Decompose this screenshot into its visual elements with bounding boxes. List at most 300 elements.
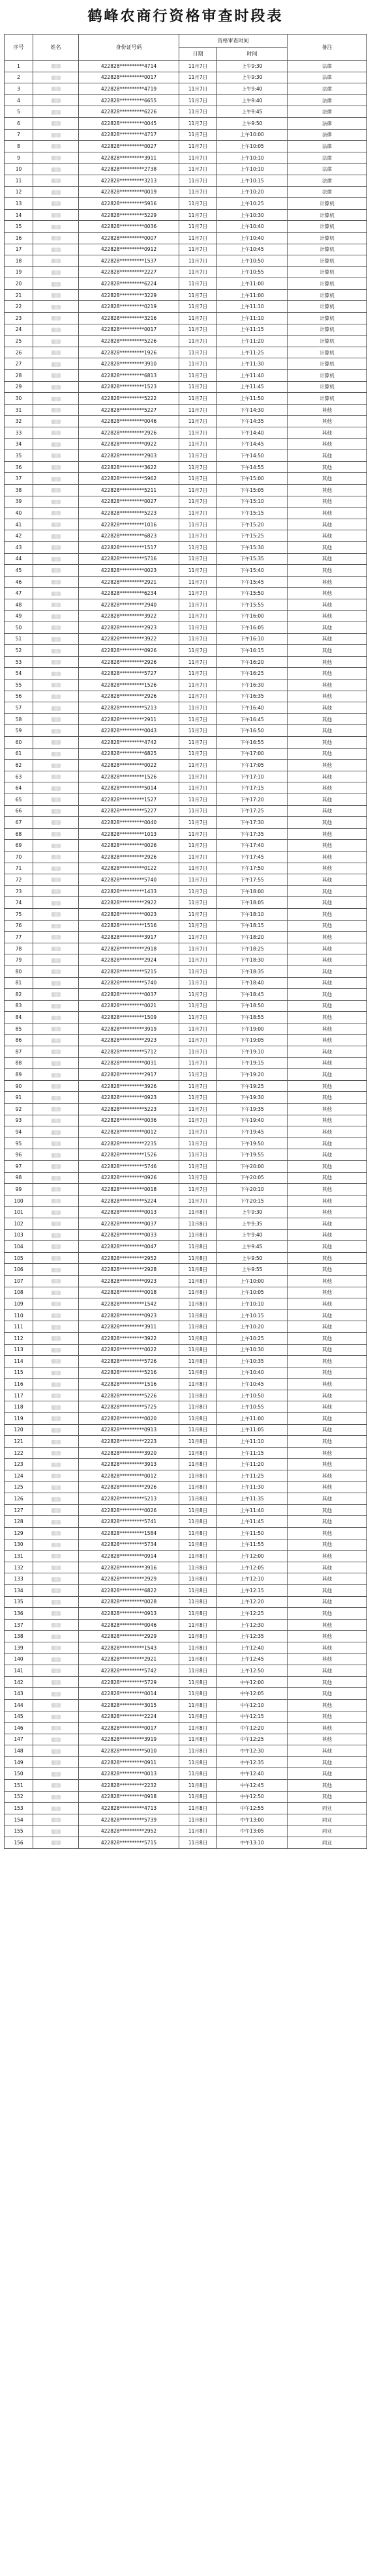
table-row (5, 1057, 367, 1069)
row-note: 其他 (288, 1699, 367, 1711)
row-id: 422828**********1509 (79, 1012, 179, 1023)
table-row (5, 588, 367, 599)
redacted-name-mask (52, 1336, 61, 1341)
row-note: 其他 (288, 668, 367, 680)
row-no: 80 (5, 966, 33, 977)
row-name (33, 313, 79, 324)
row-name (33, 1115, 79, 1126)
redacted-name-mask (52, 1405, 61, 1410)
redacted-name-mask (52, 167, 61, 172)
table-row (5, 186, 367, 198)
table-row (5, 141, 367, 152)
row-no: 79 (5, 954, 33, 966)
table-row (5, 908, 367, 920)
table-row (5, 508, 367, 519)
row-time: 下午18:30 (217, 954, 288, 966)
row-date: 11月8日 (179, 1481, 217, 1493)
row-id: 422828**********0013 (79, 1207, 179, 1218)
table-row (5, 622, 367, 634)
redacted-name-mask (52, 752, 61, 756)
row-no: 141 (5, 1665, 33, 1677)
redacted-name-mask (52, 969, 61, 974)
row-no: 57 (5, 702, 33, 714)
row-date: 11月7日 (179, 289, 217, 301)
row-id: 422828**********5010 (79, 1745, 179, 1757)
table-row (5, 175, 367, 186)
row-date: 11月7日 (179, 713, 217, 725)
row-no: 134 (5, 1584, 33, 1596)
redacted-name-mask (52, 1623, 61, 1627)
redacted-name-mask (52, 764, 61, 768)
table-row (5, 863, 367, 874)
row-date: 11月8日 (179, 1642, 217, 1653)
row-name (33, 175, 79, 186)
redacted-name-mask (52, 786, 61, 791)
row-time: 上午10:15 (217, 1309, 288, 1321)
row-date: 11月8日 (179, 1539, 217, 1551)
table-row (5, 760, 367, 771)
row-id: 422828**********3213 (79, 175, 179, 186)
row-no: 44 (5, 553, 33, 565)
row-time: 下午16:40 (217, 702, 288, 714)
row-id: 422828**********5741 (79, 1516, 179, 1528)
row-id: 422828**********2911 (79, 713, 179, 725)
row-id: 422828**********3913 (79, 1459, 179, 1470)
table-row (5, 645, 367, 657)
redacted-name-mask (52, 924, 61, 928)
row-id: 422828**********5229 (79, 209, 179, 221)
row-id: 422828**********0911 (79, 1756, 179, 1768)
row-name (33, 1756, 79, 1768)
row-note: 计算机 (288, 358, 367, 370)
row-date: 11月7日 (179, 599, 217, 610)
row-time: 下午16:20 (217, 656, 288, 668)
row-name (33, 760, 79, 771)
table-row (5, 1298, 367, 1310)
redacted-name-mask (52, 431, 61, 435)
row-name (33, 1688, 79, 1700)
redacted-name-mask (52, 706, 61, 711)
row-name (33, 164, 79, 175)
row-id: 422828**********4714 (79, 61, 179, 72)
row-time: 上午9:45 (217, 106, 288, 118)
row-id: 422828**********1523 (79, 381, 179, 393)
row-id: 422828**********3622 (79, 461, 179, 473)
row-note: 其他 (288, 932, 367, 943)
row-note: 其他 (288, 954, 367, 966)
row-date: 11月7日 (179, 576, 217, 588)
row-id: 422828**********0022 (79, 760, 179, 771)
row-name (33, 1780, 79, 1792)
row-time: 下午15:35 (217, 553, 288, 565)
row-id: 422828**********5916 (79, 198, 179, 210)
row-time: 上午11:15 (217, 1447, 288, 1459)
row-id: 422828**********1433 (79, 885, 179, 897)
row-name (33, 908, 79, 920)
row-no: 51 (5, 633, 33, 645)
table-row (5, 1229, 367, 1241)
redacted-name-mask (52, 660, 61, 665)
row-name (33, 1803, 79, 1814)
row-no: 29 (5, 381, 33, 393)
row-name (33, 943, 79, 954)
row-note: 其他 (288, 1619, 367, 1631)
row-note: 计算机 (288, 393, 367, 405)
table-row (5, 691, 367, 702)
row-note: 计算机 (288, 266, 367, 278)
redacted-name-mask (52, 225, 61, 229)
redacted-name-mask (52, 889, 61, 894)
row-name (33, 1665, 79, 1677)
row-no: 111 (5, 1321, 33, 1333)
row-name (33, 1069, 79, 1081)
row-time: 上午10:00 (217, 129, 288, 141)
row-time: 上午10:40 (217, 221, 288, 233)
row-name (33, 1608, 79, 1620)
row-no: 112 (5, 1332, 33, 1344)
row-name (33, 244, 79, 255)
row-name (33, 1138, 79, 1149)
redacted-name-mask (52, 1153, 61, 1158)
row-date: 11月7日 (179, 427, 217, 439)
row-note: 其他 (288, 1126, 367, 1138)
row-note: 其他 (288, 541, 367, 553)
row-note: 其他 (288, 1023, 367, 1035)
row-id: 422828**********0023 (79, 565, 179, 577)
row-note: 其他 (288, 553, 367, 565)
row-note: 其他 (288, 1287, 367, 1298)
row-no: 133 (5, 1573, 33, 1585)
row-no: 153 (5, 1803, 33, 1814)
row-note: 其他 (288, 1413, 367, 1425)
row-date: 11月8日 (179, 1756, 217, 1768)
row-date: 11月7日 (179, 943, 217, 954)
row-name (33, 1321, 79, 1333)
table-row (5, 817, 367, 829)
row-time: 下午19:25 (217, 1080, 288, 1092)
row-date: 11月8日 (179, 1344, 217, 1356)
row-date: 11月7日 (179, 1195, 217, 1207)
row-note: 其他 (288, 794, 367, 806)
row-id: 422828**********0026 (79, 840, 179, 852)
row-no: 6 (5, 117, 33, 129)
table-row (5, 1000, 367, 1012)
row-id: 422828**********1516 (79, 1379, 179, 1390)
row-no: 155 (5, 1825, 33, 1837)
table-row (5, 1768, 367, 1780)
row-note: 其他 (288, 530, 367, 542)
row-time: 上午9:55 (217, 1264, 288, 1276)
row-time: 下午17:50 (217, 863, 288, 874)
table-row (5, 1367, 367, 1379)
redacted-name-mask (52, 1497, 61, 1502)
redacted-name-mask (52, 820, 61, 825)
row-time: 上午10:45 (217, 244, 288, 255)
row-name (33, 702, 79, 714)
row-note: 其他 (288, 1756, 367, 1768)
row-note: 其他 (288, 1080, 367, 1092)
row-id: 422828**********2929 (79, 1631, 179, 1642)
row-time: 下午15:10 (217, 496, 288, 508)
header-date: 日期 (179, 48, 217, 61)
row-no: 23 (5, 313, 33, 324)
redacted-name-mask (52, 992, 61, 997)
table-row (5, 1516, 367, 1528)
row-no: 127 (5, 1504, 33, 1516)
row-date: 11月7日 (179, 1057, 217, 1069)
row-time: 下午18:00 (217, 885, 288, 897)
row-date: 11月8日 (179, 1252, 217, 1264)
row-time: 上午10:10 (217, 1298, 288, 1310)
row-time: 上午12:00 (217, 1551, 288, 1562)
table-row (5, 1665, 367, 1677)
row-note: 其他 (288, 622, 367, 634)
row-name (33, 977, 79, 989)
row-time: 下午16:50 (217, 725, 288, 737)
row-date: 11月7日 (179, 863, 217, 874)
row-note: 其他 (288, 1046, 367, 1058)
row-date: 11月8日 (179, 1665, 217, 1677)
table-row (5, 1424, 367, 1436)
row-name (33, 1481, 79, 1493)
row-no: 103 (5, 1229, 33, 1241)
table-row (5, 1584, 367, 1596)
row-no: 105 (5, 1252, 33, 1264)
row-date: 11月7日 (179, 117, 217, 129)
row-time: 上午11:40 (217, 1504, 288, 1516)
row-id: 422828**********2224 (79, 1711, 179, 1723)
row-id: 422828**********4717 (79, 129, 179, 141)
table-row (5, 633, 367, 645)
table-row (5, 943, 367, 954)
row-id: 422828**********5734 (79, 1539, 179, 1551)
row-time: 下午20:00 (217, 1161, 288, 1173)
row-time: 上午9:45 (217, 1241, 288, 1253)
row-time: 上午10:45 (217, 1379, 288, 1390)
row-date: 11月7日 (179, 209, 217, 221)
redacted-name-mask (52, 488, 61, 493)
table-row (5, 1676, 367, 1688)
row-time: 上午11:40 (217, 370, 288, 382)
row-id: 422828**********0122 (79, 863, 179, 874)
row-note: 其他 (288, 725, 367, 737)
table-row (5, 278, 367, 290)
row-no: 110 (5, 1309, 33, 1321)
redacted-name-mask (52, 339, 61, 344)
row-no: 24 (5, 324, 33, 336)
row-date: 11月7日 (179, 805, 217, 817)
redacted-name-mask (52, 740, 61, 745)
row-note: 其他 (288, 1780, 367, 1792)
row-note: 其他 (288, 908, 367, 920)
row-date: 11月7日 (179, 1184, 217, 1195)
table-row (5, 1756, 367, 1768)
row-name (33, 1447, 79, 1459)
row-time: 上午10:30 (217, 1344, 288, 1356)
redacted-name-mask (52, 1840, 61, 1845)
row-note: 同业 (288, 1837, 367, 1849)
redacted-name-mask (52, 1611, 61, 1616)
row-id: 422828**********2921 (79, 576, 179, 588)
row-note: 其他 (288, 1264, 367, 1276)
row-name (33, 713, 79, 725)
row-id: 422828**********0036 (79, 1115, 179, 1126)
row-name (33, 725, 79, 737)
redacted-name-mask (52, 1646, 61, 1650)
row-no: 115 (5, 1367, 33, 1379)
row-no: 15 (5, 221, 33, 233)
redacted-name-mask (52, 1668, 61, 1673)
row-time: 上午12:50 (217, 1665, 288, 1677)
row-time: 下午16:10 (217, 633, 288, 645)
row-note: 其他 (288, 1138, 367, 1149)
row-name (33, 932, 79, 943)
table-row (5, 1092, 367, 1104)
row-time: 下午16:00 (217, 610, 288, 622)
row-date: 11月7日 (179, 450, 217, 462)
row-name (33, 1401, 79, 1413)
row-name (33, 61, 79, 72)
row-note: 其他 (288, 840, 367, 852)
row-name (33, 1080, 79, 1092)
row-date: 11月8日 (179, 1699, 217, 1711)
row-id: 422828**********2926 (79, 851, 179, 863)
redacted-name-mask (52, 1451, 61, 1455)
row-note: 其他 (288, 1057, 367, 1069)
row-time: 中午12:40 (217, 1768, 288, 1780)
row-name (33, 599, 79, 610)
row-id: 422828**********5742 (79, 1665, 179, 1677)
row-name (33, 541, 79, 553)
row-date: 11月7日 (179, 851, 217, 863)
row-date: 11月8日 (179, 1734, 217, 1745)
row-date: 11月7日 (179, 977, 217, 989)
row-name (33, 83, 79, 95)
row-no: 85 (5, 1023, 33, 1035)
row-date: 11月7日 (179, 416, 217, 427)
row-time: 下午15:30 (217, 541, 288, 553)
table-row (5, 656, 367, 668)
row-id: 422828**********5740 (79, 977, 179, 989)
row-note: 计算机 (288, 370, 367, 382)
row-date: 11月7日 (179, 1161, 217, 1173)
redacted-name-mask (52, 420, 61, 424)
row-note: 其他 (288, 1516, 367, 1528)
row-note: 计算机 (288, 255, 367, 267)
table-row (5, 1080, 367, 1092)
row-note: 其他 (288, 1229, 367, 1241)
row-note: 其他 (288, 1184, 367, 1195)
table-row (5, 541, 367, 553)
row-date: 11月8日 (179, 1207, 217, 1218)
row-time: 下午17:25 (217, 805, 288, 817)
redacted-name-mask (52, 1463, 61, 1467)
row-no: 86 (5, 1035, 33, 1046)
redacted-name-mask (52, 1050, 61, 1054)
row-time: 中午12:35 (217, 1756, 288, 1768)
row-date: 11月8日 (179, 1619, 217, 1631)
row-no: 119 (5, 1413, 33, 1425)
row-time: 中午12:05 (217, 1688, 288, 1700)
row-name (33, 1344, 79, 1356)
table-row (5, 1780, 367, 1792)
row-time: 下午16:45 (217, 713, 288, 725)
row-id: 422828**********3917 (79, 932, 179, 943)
row-note: 其他 (288, 713, 367, 725)
row-no: 58 (5, 713, 33, 725)
row-no: 22 (5, 301, 33, 313)
row-id: 422828**********3916 (79, 1562, 179, 1573)
row-no: 104 (5, 1241, 33, 1253)
row-id: 422828**********3926 (79, 1080, 179, 1092)
row-id: 422828**********2952 (79, 1252, 179, 1264)
row-note: 其他 (288, 691, 367, 702)
row-date: 11月7日 (179, 737, 217, 749)
row-no: 21 (5, 289, 33, 301)
row-time: 上午12:10 (217, 1573, 288, 1585)
redacted-name-mask (52, 1520, 61, 1524)
redacted-name-mask (52, 1210, 61, 1215)
row-id: 422828**********0013 (79, 1768, 179, 1780)
row-note: 同业 (288, 1825, 367, 1837)
table-row (5, 1837, 367, 1849)
row-time: 下午18:05 (217, 897, 288, 909)
row-note: 计算机 (288, 347, 367, 358)
row-note: 其他 (288, 1379, 367, 1390)
row-note: 其他 (288, 943, 367, 954)
redacted-name-mask (52, 1726, 61, 1730)
redacted-name-mask (52, 1692, 61, 1696)
row-id: 422828**********5715 (79, 1837, 179, 1849)
row-no: 131 (5, 1551, 33, 1562)
page-title: 鹤峰农商行资格审查时段表 (87, 8, 284, 25)
row-date: 11月8日 (179, 1608, 217, 1620)
table-row (5, 1539, 367, 1551)
redacted-name-mask (52, 1577, 61, 1582)
row-time: 上午11:25 (217, 1470, 288, 1482)
table-row (5, 932, 367, 943)
row-no: 145 (5, 1711, 33, 1723)
table-row (5, 106, 367, 118)
row-no: 140 (5, 1653, 33, 1665)
row-name (33, 645, 79, 657)
row-name (33, 966, 79, 977)
redacted-name-mask (52, 1291, 61, 1295)
row-time: 上午11:45 (217, 381, 288, 393)
row-time: 上午10:10 (217, 164, 288, 175)
row-id: 422828**********0046 (79, 1619, 179, 1631)
row-no: 17 (5, 244, 33, 255)
row-id: 422828**********0047 (79, 1241, 179, 1253)
row-no: 53 (5, 656, 33, 668)
row-date: 11月7日 (179, 530, 217, 542)
row-date: 11月8日 (179, 1596, 217, 1608)
row-no: 118 (5, 1401, 33, 1413)
row-time: 下午15:00 (217, 473, 288, 485)
row-name (33, 1126, 79, 1138)
row-time: 下午14:30 (217, 404, 288, 416)
row-time: 上午11:05 (217, 1424, 288, 1436)
table-row (5, 519, 367, 530)
row-id: 422828**********2952 (79, 1825, 179, 1837)
row-no: 156 (5, 1837, 33, 1849)
row-date: 11月7日 (179, 565, 217, 577)
table-row (5, 713, 367, 725)
row-date: 11月7日 (179, 817, 217, 829)
row-name (33, 1104, 79, 1115)
row-no: 40 (5, 508, 33, 519)
row-note: 其他 (288, 1218, 367, 1229)
